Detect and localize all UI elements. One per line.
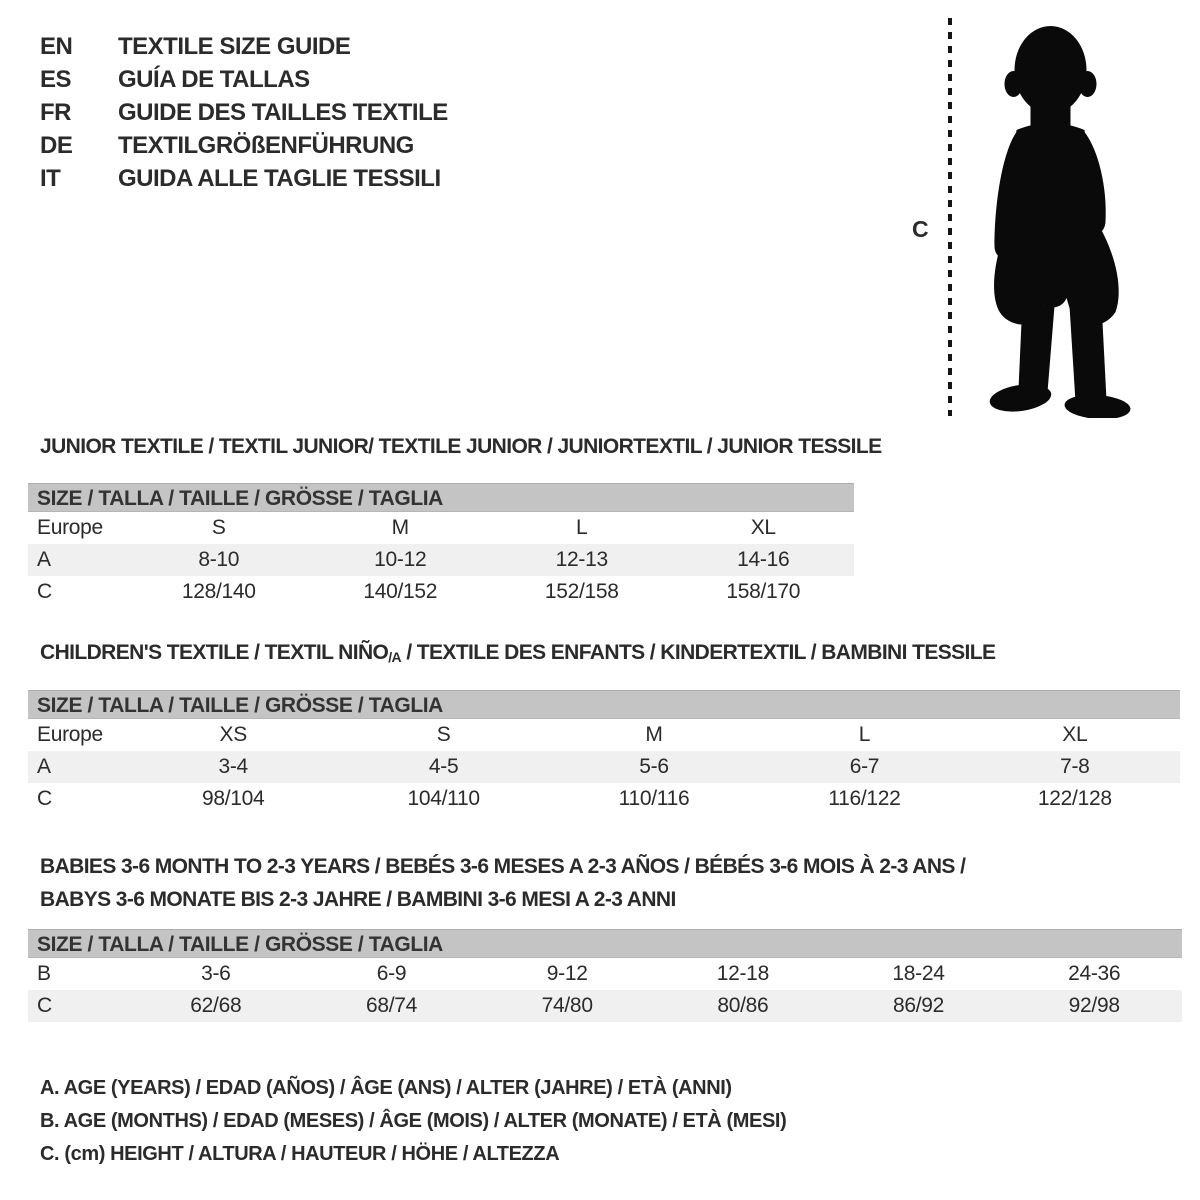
babies-title-line1: BABIES 3-6 MONTH TO 2-3 YEARS / BEBÉS 3-6 MESES A 2-3 AÑOS / BÉBÉS 3-6 MOIS À 2-3 ANS /: [40, 855, 966, 878]
table-cell: 86/92: [892, 994, 945, 1017]
size-header-bar: SIZE / TALLA / TAILLE / GRÖSSE / TAGLIA: [28, 690, 1180, 719]
babies-title-line2: BABYS 3-6 MONATE BIS 2-3 JAHRE / BAMBINI 3-6 MESI A 2-3 ANNI: [40, 888, 676, 911]
height-measure-label: C: [912, 216, 929, 242]
junior-table-rows: [28, 512, 854, 608]
table-row: [28, 512, 854, 544]
legend-line: A. AGE (YEARS) / EDAD (AÑOS) / ÂGE (ANS) / ALTER (JAHRE) / ETÀ (ANNI): [40, 1077, 732, 1099]
table-cell: 10-12: [374, 548, 427, 571]
table-cell: 152/158: [544, 580, 619, 603]
table-cell: S: [436, 723, 451, 746]
language-code: DE: [40, 131, 73, 159]
table-cell: XS: [219, 723, 247, 746]
toddler-silhouette: [968, 18, 1143, 418]
babies-size-table: [28, 929, 1182, 1022]
table-cell: 80/86: [717, 994, 769, 1017]
language-guide-title: GUÍA DE TALLAS: [118, 65, 310, 93]
row-label: A: [37, 548, 51, 571]
table-cell: 92/98: [1068, 994, 1120, 1017]
children-size-table: [28, 690, 1180, 815]
size-header-bar: SIZE / TALLA / TAILLE / GRÖSSE / TAGLIA: [28, 483, 854, 512]
babies-section-title: [40, 850, 965, 916]
junior-size-table: [28, 483, 854, 608]
children-title-sub: /A: [388, 649, 402, 665]
table-cell: 3-6: [201, 962, 231, 985]
children-table-rows: [28, 719, 1180, 815]
language-guide-title: GUIDA ALLE TAGLIE TESSILI: [118, 164, 441, 192]
language-row: [40, 162, 448, 195]
table-cell: 128/140: [181, 580, 256, 603]
row-label: Europe: [37, 516, 103, 539]
table-cell: 6-7: [849, 755, 880, 778]
language-guide-title: TEXTILE SIZE GUIDE: [118, 32, 351, 60]
children-section-title: [40, 641, 995, 665]
table-cell: 18-24: [892, 962, 945, 985]
junior-title-text: JUNIOR TEXTILE / TEXTIL JUNIOR/ TEXTILE JUNIOR / JUNIORTEXTIL / JUNIOR TESSILE: [40, 435, 882, 458]
language-code: ES: [40, 65, 72, 93]
table-cell: M: [645, 723, 663, 746]
language-code: FR: [40, 98, 71, 126]
table-cell: 6-9: [376, 962, 407, 985]
table-cell: L: [858, 723, 871, 746]
table-cell: S: [211, 516, 226, 539]
children-title-suffix: / TEXTILE DES ENFANTS / KINDERTEXTIL / BAMBINI TESSILE: [401, 641, 996, 664]
table-cell: 24-36: [1068, 962, 1121, 985]
table-row: [28, 958, 1182, 990]
table-cell: 5-6: [639, 755, 669, 778]
table-cell: 104/110: [407, 787, 480, 810]
table-cell: XL: [750, 516, 776, 539]
table-cell: 4-5: [428, 755, 459, 778]
table-cell: 110/116: [618, 787, 690, 810]
row-label: B: [37, 962, 51, 985]
legend-line: C. (cm) HEIGHT / ALTURA / HAUTEUR / HÖHE / ALTEZZA: [40, 1143, 560, 1165]
language-row: [40, 96, 448, 129]
table-cell: M: [391, 516, 409, 539]
language-code: EN: [40, 32, 73, 60]
abc-legend: [40, 1072, 786, 1171]
children-title-prefix: CHILDREN'S TEXTILE / TEXTIL NIÑO: [40, 641, 389, 664]
table-row: [28, 544, 854, 576]
table-cell: 3-4: [218, 755, 248, 778]
language-row: [40, 129, 448, 162]
table-cell: 12-13: [555, 548, 608, 571]
table-cell: 140/152: [363, 580, 438, 603]
row-label: A: [37, 755, 51, 778]
table-row: [28, 751, 1180, 783]
table-cell: 8-10: [198, 548, 240, 571]
table-cell: 68/74: [365, 994, 418, 1017]
table-cell: L: [576, 516, 588, 539]
babies-table-rows: [28, 958, 1182, 1022]
language-guide-title: GUIDE DES TAILLES TEXTILE: [118, 98, 448, 126]
language-title-list: [40, 30, 448, 195]
table-cell: 62/68: [190, 994, 242, 1017]
table-cell: 7-8: [1060, 755, 1090, 778]
row-label: C: [37, 580, 52, 603]
table-cell: XL: [1062, 723, 1088, 746]
height-measure-dashed-line: [948, 18, 952, 416]
table-cell: 116/122: [828, 787, 901, 810]
table-row: [28, 990, 1182, 1022]
language-row: [40, 63, 448, 96]
table-cell: 74/80: [541, 994, 593, 1017]
row-label: C: [37, 994, 52, 1017]
language-row: [40, 30, 448, 63]
table-row: [28, 719, 1180, 751]
language-code: IT: [40, 164, 61, 192]
table-row: [28, 783, 1180, 815]
junior-section-title: [40, 435, 882, 459]
language-guide-title: TEXTILGRÖßENFÜHRUNG: [118, 131, 414, 159]
row-label: C: [37, 787, 52, 810]
size-header-bar: SIZE / TALLA / TAILLE / GRÖSSE / TAGLIA: [28, 929, 1182, 958]
table-cell: 158/170: [726, 580, 801, 603]
table-cell: 9-12: [546, 962, 588, 985]
table-cell: 14-16: [737, 548, 790, 571]
table-row: [28, 576, 854, 608]
table-cell: 122/128: [1037, 787, 1112, 810]
row-label: Europe: [37, 723, 103, 746]
table-cell: 12-18: [716, 962, 769, 985]
legend-line: B. AGE (MONTHS) / EDAD (MESES) / ÂGE (MOIS) / ALTER (MONATE) / ETÀ (MESI): [40, 1110, 787, 1132]
table-cell: 98/104: [201, 787, 265, 810]
